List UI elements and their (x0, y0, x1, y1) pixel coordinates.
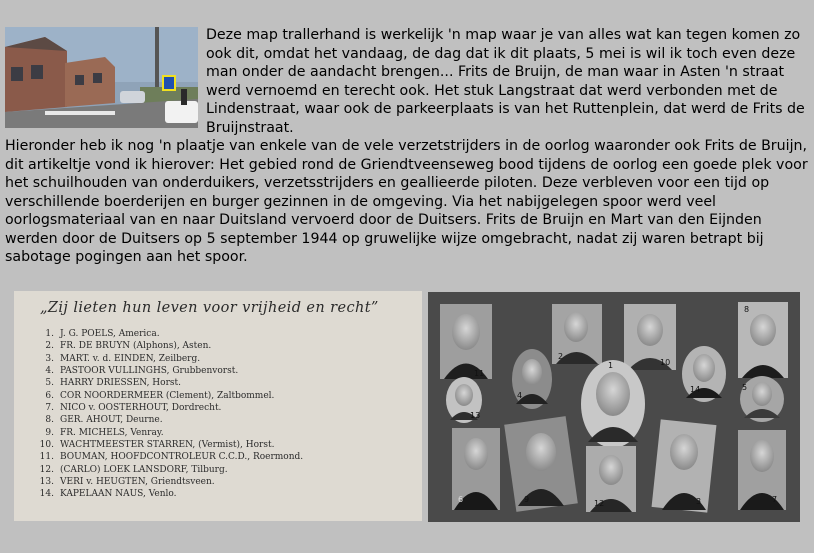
portrait-1 (581, 360, 645, 448)
portrait-9 (504, 416, 578, 512)
body-paragraph: Hieronder heb ik nog 'n plaatje van enkele van de vele verzetstrijders in de oorlog waaronder ook Frits de Bruijn, dit artikeltje vond ik hierover: Het gebied rond de Griendtveenseweg bood tijdens de oorlog een goede plek voor het schuilhouden van onderduikers, verzetsstrijders en geallieerde piloten. Deze verbleven voor een tijd op verschillende boerderijen en burger gezinnen in de omgeving. Via het nabijgelegen spoor werd veel oorlogsmateriaal van en naar Duitsland vervoerd door de Duitsers. Frits de Bruijn en Mart van den Eijnden werden door de Duitsers op 5 september 1944 op gruwelijke wijze omgebracht, nadat zij waren betrapt bij sabotage pogingen aan het spoor. (5, 138, 808, 265)
portrait-2 (552, 304, 602, 364)
list-item: 12. (CARLO) LOEK LANSDORF, Tilburg. (39, 464, 228, 475)
portrait-number: 9 (524, 495, 530, 504)
portrait-8 (738, 302, 788, 378)
portrait-4 (512, 349, 552, 409)
list-item: 10. WACHTMEESTER STARREN, (Vermist), Horst. (39, 440, 275, 451)
list-item: 9. FR. MICHELS, Venray. (45, 427, 164, 438)
list-item: 11. BOUMAN, HOOFDCONTROLEUR C.C.D., Roermond. (39, 452, 304, 463)
portrait-number: 14 (690, 385, 701, 394)
portrait-number: 8 (744, 305, 750, 314)
portrait-14 (682, 346, 726, 402)
portrait-number: 3 (696, 497, 702, 506)
portrait-number: 2 (558, 352, 564, 361)
newspaper-clipping-names (14, 291, 422, 521)
list-item: 1. J. G. POELS, America. (45, 329, 160, 339)
portrait-13 (446, 377, 482, 423)
portrait-number: 4 (517, 391, 523, 400)
article-text (5, 26, 811, 267)
photo-spacer (5, 26, 206, 129)
list-item: 3. MART. v. d. EINDEN, Zeilberg. (45, 353, 201, 364)
portrait-number: 6 (458, 495, 464, 504)
portrait-number: 1 (608, 361, 614, 370)
portrait-number: 7 (772, 495, 778, 504)
portrait-7 (738, 430, 786, 510)
list-item: 8. GER. AHOUT, Deurne. (45, 415, 163, 426)
portrait-6 (452, 428, 500, 510)
clipping-title: „Zij lieten hun leven voor vrijheid en recht” (40, 300, 379, 316)
portrait-number: 5 (742, 383, 748, 392)
portrait-number: 11 (474, 369, 485, 378)
list-item: 13. VERI v. HEUGTEN, Griendtsveen. (39, 477, 215, 488)
portrait-number: 10 (660, 358, 671, 367)
portrait-10 (624, 304, 676, 370)
list-item: 6. COR NOORDERMEER (Clement), Zaltbommel. (45, 390, 275, 401)
portrait-number: 13 (470, 411, 481, 420)
portrait-collage (428, 292, 800, 522)
list-item: 5. HARRY DRIESSEN, Horst. (45, 378, 181, 389)
list-item: 4. PASTOOR VULLINGHS, Grubbenvorst. (45, 366, 239, 377)
names-list (30, 328, 303, 501)
portrait-5 (740, 376, 784, 422)
portrait-3 (652, 419, 717, 512)
portrait-11 (440, 304, 492, 379)
list-item: 7. NICO v. OOSTERHOUT, Dordrecht. (45, 403, 222, 414)
intro-paragraph: Deze map trallerhand is werkelijk 'n map waar je van alles wat kan tegen komen zo ook dit, omdat het vandaag, de dag dat ik dit plaats, 5 mei is wil ik toch even deze man onder de aandacht brengen... Frits de Bruijn, de man waar in Asten 'n straat werd vernoemd en terecht ook. Het stuk Langstraat dat werd verbonden met de Lindenstraat, waar ook de parkeerplaats is van het Ruttenplein, dat werd de Frits de Bruijnstraat. (206, 27, 805, 136)
portrait-number: 12 (594, 499, 605, 508)
list-item: 14. KAPELAAN NAUS, Venlo. (39, 489, 177, 500)
portrait-12 (586, 446, 636, 512)
list-item: 2. FR. DE BRUYN (Alphons), Asten. (45, 341, 212, 352)
